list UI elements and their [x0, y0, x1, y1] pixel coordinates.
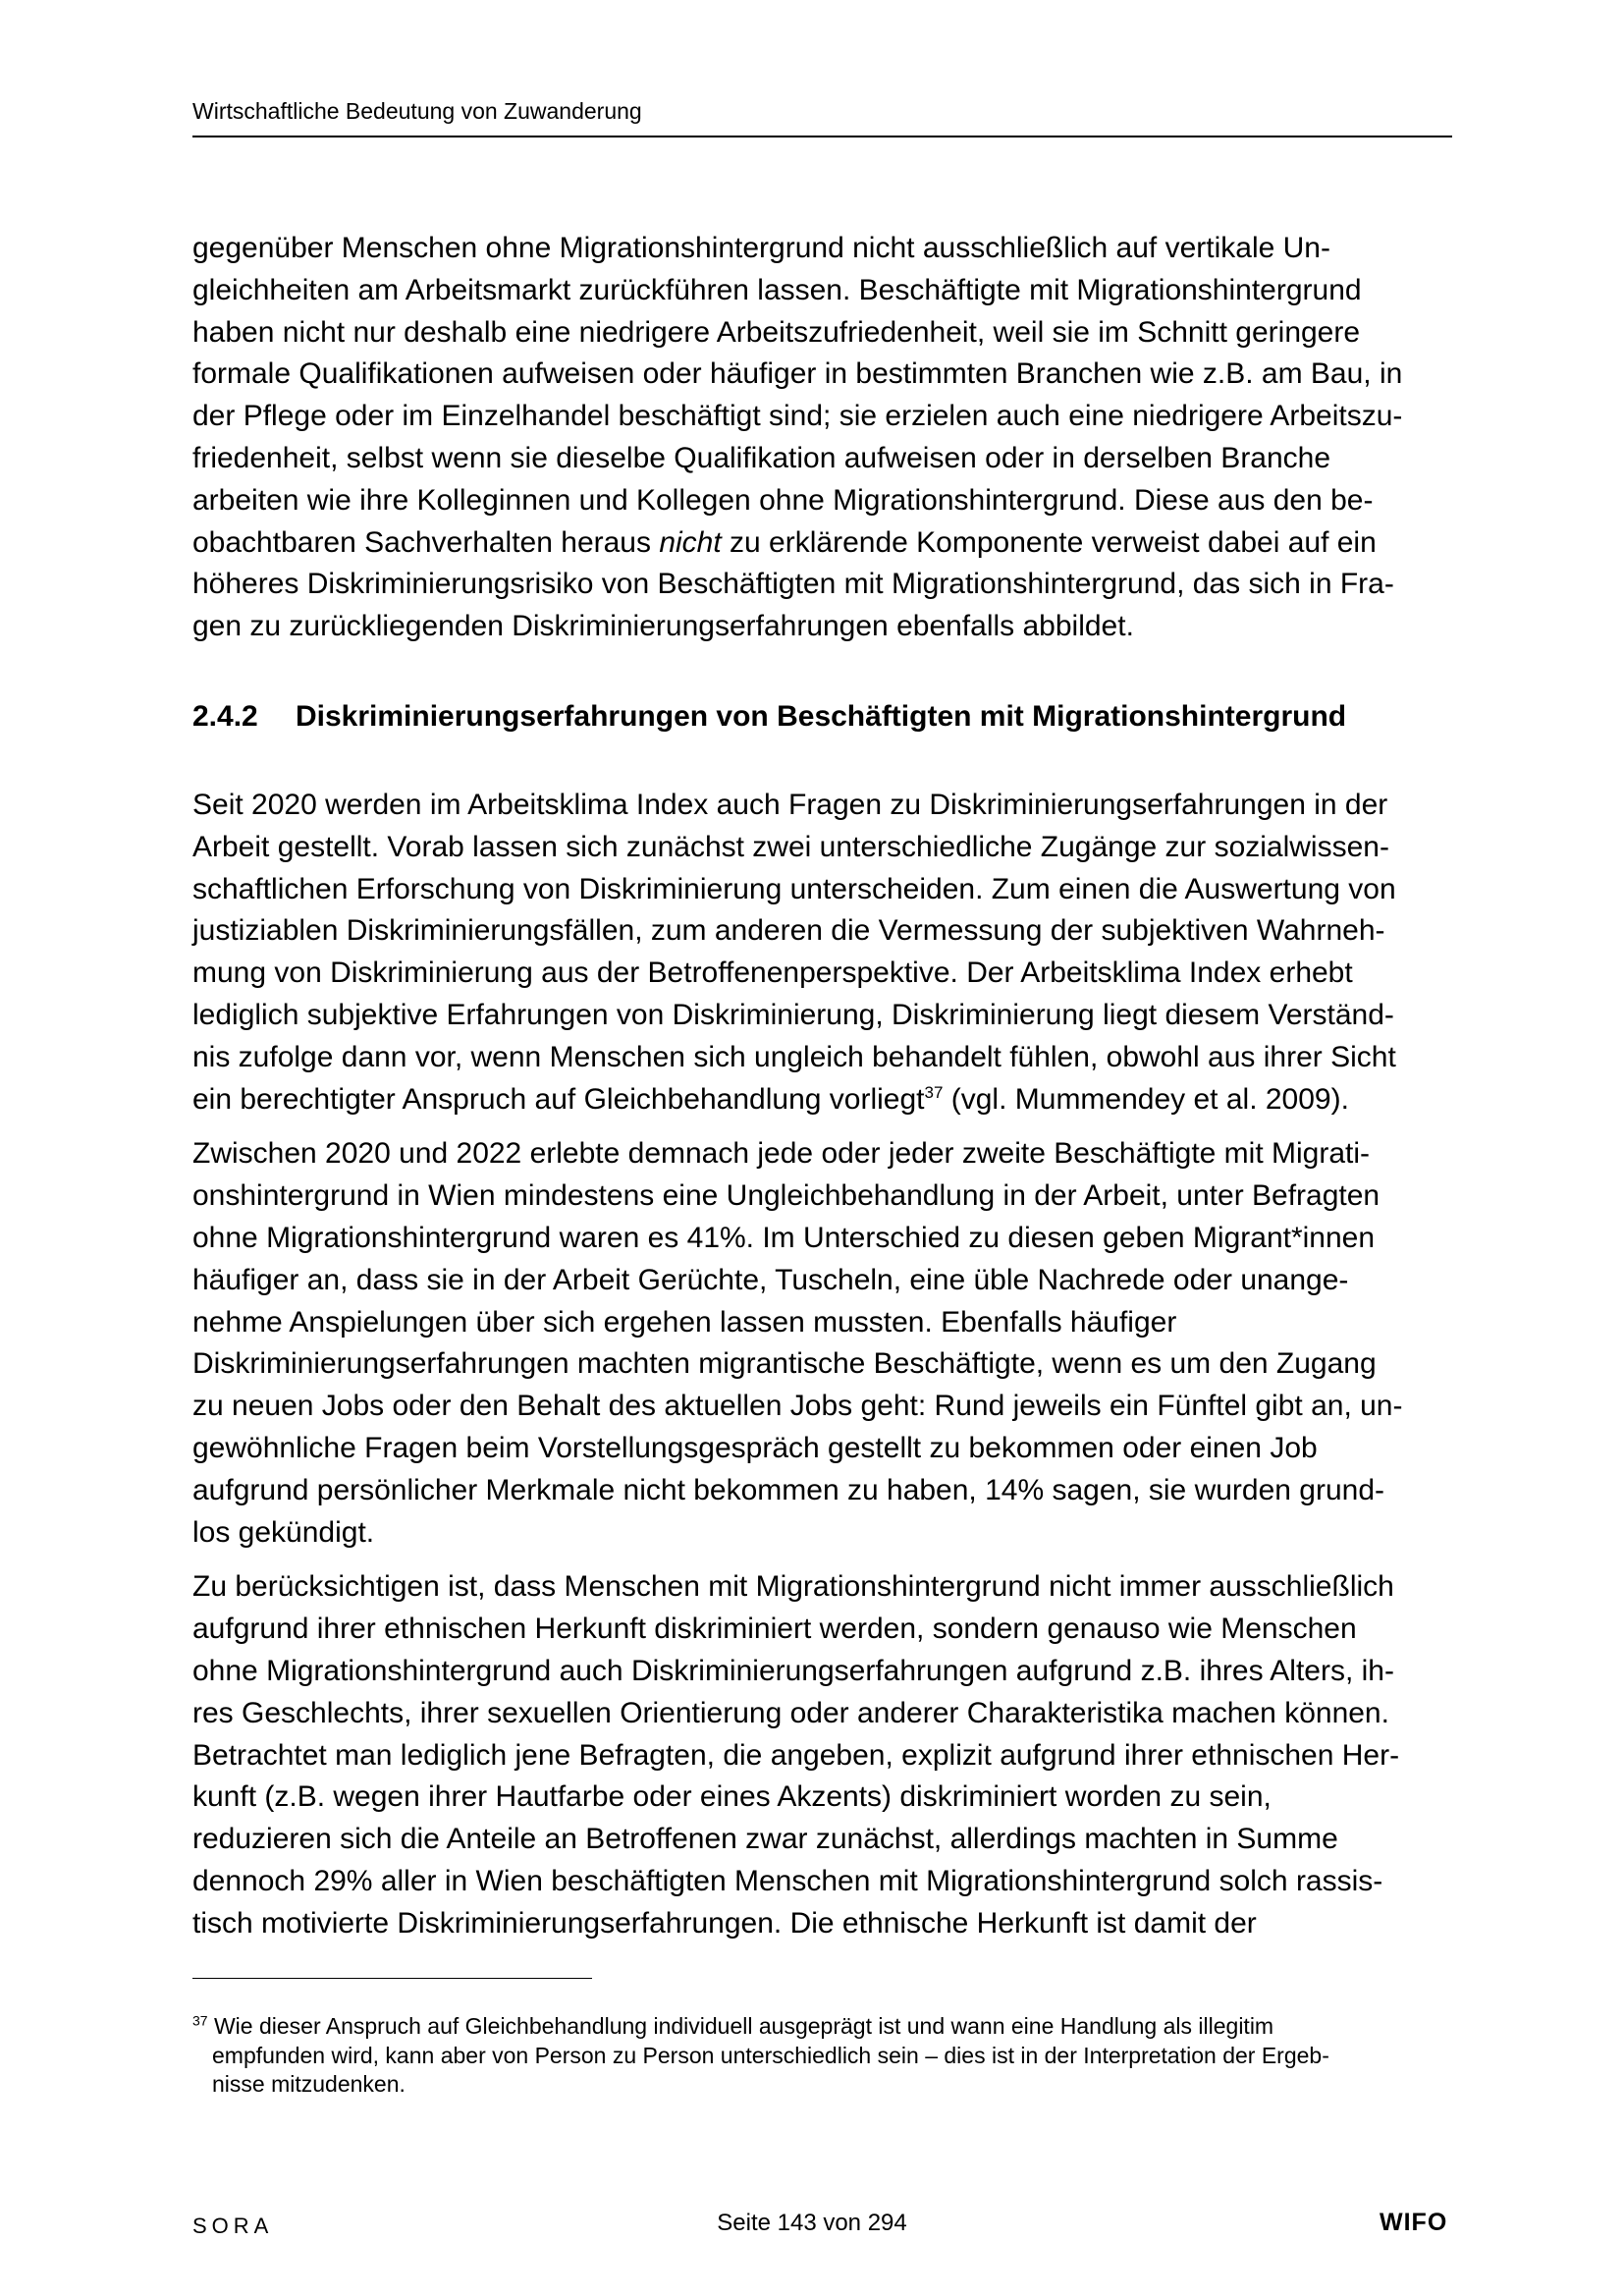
footnote-line: empfunden wird, kann aber von Person zu Person unterschiedlich sein – dies ist in der Interpretation der Ergeb- [212, 2042, 1329, 2068]
text-line: mung von Diskriminierung aus der Betroffenenperspektive. Der Arbeitsklima Index erhebt [192, 957, 1353, 990]
text-fragment: ein berechtigter Anspruch auf Gleichbehandlung vorliegt [192, 1082, 925, 1116]
text-line: reduzieren sich die Anteile an Betroffenen zwar zunächst, allerdings machten in Summe [192, 1823, 1338, 1856]
text-line: häufiger an, dass sie in der Arbeit Gerüchte, Tuscheln, eine üble Nachrede oder unange- [192, 1263, 1349, 1296]
footnote-reference[interactable]: 37 [924, 1082, 944, 1102]
text-line: nis zufolge dann vor, wenn Menschen sich ungleich behandelt fühlen, obwohl aus ihrer Sicht [192, 1040, 1396, 1073]
text-line: haben nicht nur deshalb eine niedrigere Arbeitszufriedenheit, weil sie im Schnitt geringere [192, 315, 1361, 349]
text-line: schaftlichen Erforschung von Diskriminierung unterscheiden. Zum einen die Auswertung von [192, 872, 1396, 905]
paragraph-1 [192, 228, 1434, 648]
text-line: onshintergrund in Wien mindestens eine Ungleichbehandlung in der Arbeit, unter Befragten [192, 1179, 1380, 1213]
text-line: tisch motivierte Diskriminierungserfahrungen. Die ethnische Herkunft ist damit der [192, 1906, 1257, 1940]
section-heading [192, 700, 1434, 734]
text-line: lediglich subjektive Erfahrungen von Diskriminierung, Diskriminierung liegt diesem Verständ- [192, 998, 1394, 1031]
text-line: kunft (z.B. wegen ihrer Hautfarbe oder eines Akzents) diskriminiert worden zu sein, [192, 1780, 1272, 1814]
text-line: ohne Migrationshintergrund waren es 41%. Im Unterschied zu diesen geben Migrant*innen [192, 1221, 1376, 1254]
text-line: Betrachtet man lediglich jene Befragten, die angeben, explizit aufgrund ihrer ethnischen Her- [192, 1738, 1400, 1772]
text-line: res Geschlechts, ihrer sexuellen Orientierung oder anderer Charakteristika machen können. [192, 1696, 1389, 1729]
paragraph-3 [192, 1133, 1434, 1554]
page-number: Seite 143 von 294 [717, 2210, 907, 2236]
text-fragment: obachtbaren Sachverhalten heraus [192, 525, 660, 559]
text-fragment: (vgl. Mummendey et al. 2009). [943, 1082, 1349, 1116]
emphasis-nicht: nicht [659, 525, 722, 559]
text-line: justiziablen Diskriminierungsfällen, zum anderen die Vermessung der subjektiven Wahrneh- [192, 914, 1385, 948]
text-line: Zwischen 2020 und 2022 erlebte demnach jede oder jeder zweite Beschäftigte mit Migrati- [192, 1137, 1371, 1171]
paragraph-4 [192, 1566, 1434, 1944]
section-title: Diskriminierungserfahrungen von Beschäftigten mit Migrationshintergrund [296, 699, 1347, 733]
text-line: aufgrund ihrer ethnischen Herkunft diskriminiert werden, sondern genauso wie Menschen [192, 1613, 1357, 1646]
footer-publisher: SORA [192, 2214, 274, 2238]
main-content [192, 228, 1434, 1944]
text-line: der Pflege oder im Einzelhandel beschäftigt sind; sie erzielen auch eine niedrigere Arbeitszu- [192, 400, 1403, 433]
footnote-line [192, 2012, 1459, 2042]
text-line: höheres Diskriminierungsrisiko von Beschäftigten mit Migrationshintergrund, das sich in Fra- [192, 568, 1394, 601]
text-line: Zu berücksichtigen ist, dass Menschen mit Migrationshintergrund nicht immer ausschließlich [192, 1570, 1394, 1604]
text-line [192, 1079, 1434, 1121]
text-line: arbeiten wie ihre Kolleginnen und Kollegen ohne Migrationshintergrund. Diese aus den be- [192, 483, 1374, 517]
text-line: aufgrund persönlicher Merkmale nicht bekommen zu haben, 14% sagen, sie wurden grund- [192, 1473, 1385, 1506]
text-line: ohne Migrationshintergrund auch Diskriminierungserfahrungen aufgrund z.B. ihres Alters, ih- [192, 1654, 1394, 1687]
footnote-separator [192, 1978, 592, 1979]
running-header: Wirtschaftliche Bedeutung von Zuwanderung [192, 98, 642, 124]
text-line: gewöhnliche Fragen beim Vorstellungsgespräch gestellt zu bekommen oder einen Job [192, 1431, 1318, 1464]
text-line [192, 522, 1434, 565]
wifo-logo: WIFO [1380, 2209, 1448, 2236]
text-fragment: zu erklärende Komponente verweist dabei auf ein [721, 525, 1377, 559]
header-rule [192, 136, 1452, 137]
text-line: formale Qualifikationen aufweisen oder häufiger in bestimmten Branchen wie z.B. am Bau, in [192, 357, 1403, 391]
section-number: 2.4.2 [192, 699, 258, 733]
footnote [192, 2012, 1459, 2100]
text-line: gegenüber Menschen ohne Migrationshintergrund nicht ausschließlich auf vertikale Un- [192, 232, 1330, 264]
text-line: nehme Anspielungen über sich ergehen lassen mussten. Ebenfalls häufiger [192, 1305, 1177, 1339]
footnote-line: nisse mitzudenken. [212, 2071, 406, 2097]
text-fragment: Wie dieser Anspruch auf Gleichbehandlung individuell ausgeprägt ist und wann eine Handlung als illegitim [207, 2013, 1274, 2039]
text-line: dennoch 29% aller in Wien beschäftigten Menschen mit Migrationshintergrund solch rassis- [192, 1864, 1383, 1897]
text-line: zu neuen Jobs oder den Behalt des aktuellen Jobs geht: Rund jeweils ein Fünftel gibt an, un- [192, 1390, 1403, 1423]
text-line: Diskriminierungserfahrungen machten migrantische Beschäftigte, wenn es um den Zugang [192, 1347, 1377, 1381]
footnote-number: 37 [192, 2012, 208, 2029]
text-line: Arbeit gestellt. Vorab lassen sich zunächst zwei unterschiedliche Zugänge zur sozialwissen- [192, 830, 1389, 863]
paragraph-2 [192, 785, 1434, 1121]
text-line: friedenheit, selbst wenn sie dieselbe Qualifikation aufweisen oder in derselben Branche [192, 441, 1331, 474]
text-line: Seit 2020 werden im Arbeitsklima Index auch Fragen zu Diskriminierungserfahrungen in der [192, 788, 1388, 821]
text-line: gleichheiten am Arbeitsmarkt zurückführen lassen. Beschäftigte mit Migrationshintergrund [192, 273, 1362, 306]
text-line: gen zu zurückliegenden Diskriminierungserfahrungen ebenfalls abbildet. [192, 610, 1134, 643]
text-line: los gekündigt. [192, 1515, 375, 1549]
